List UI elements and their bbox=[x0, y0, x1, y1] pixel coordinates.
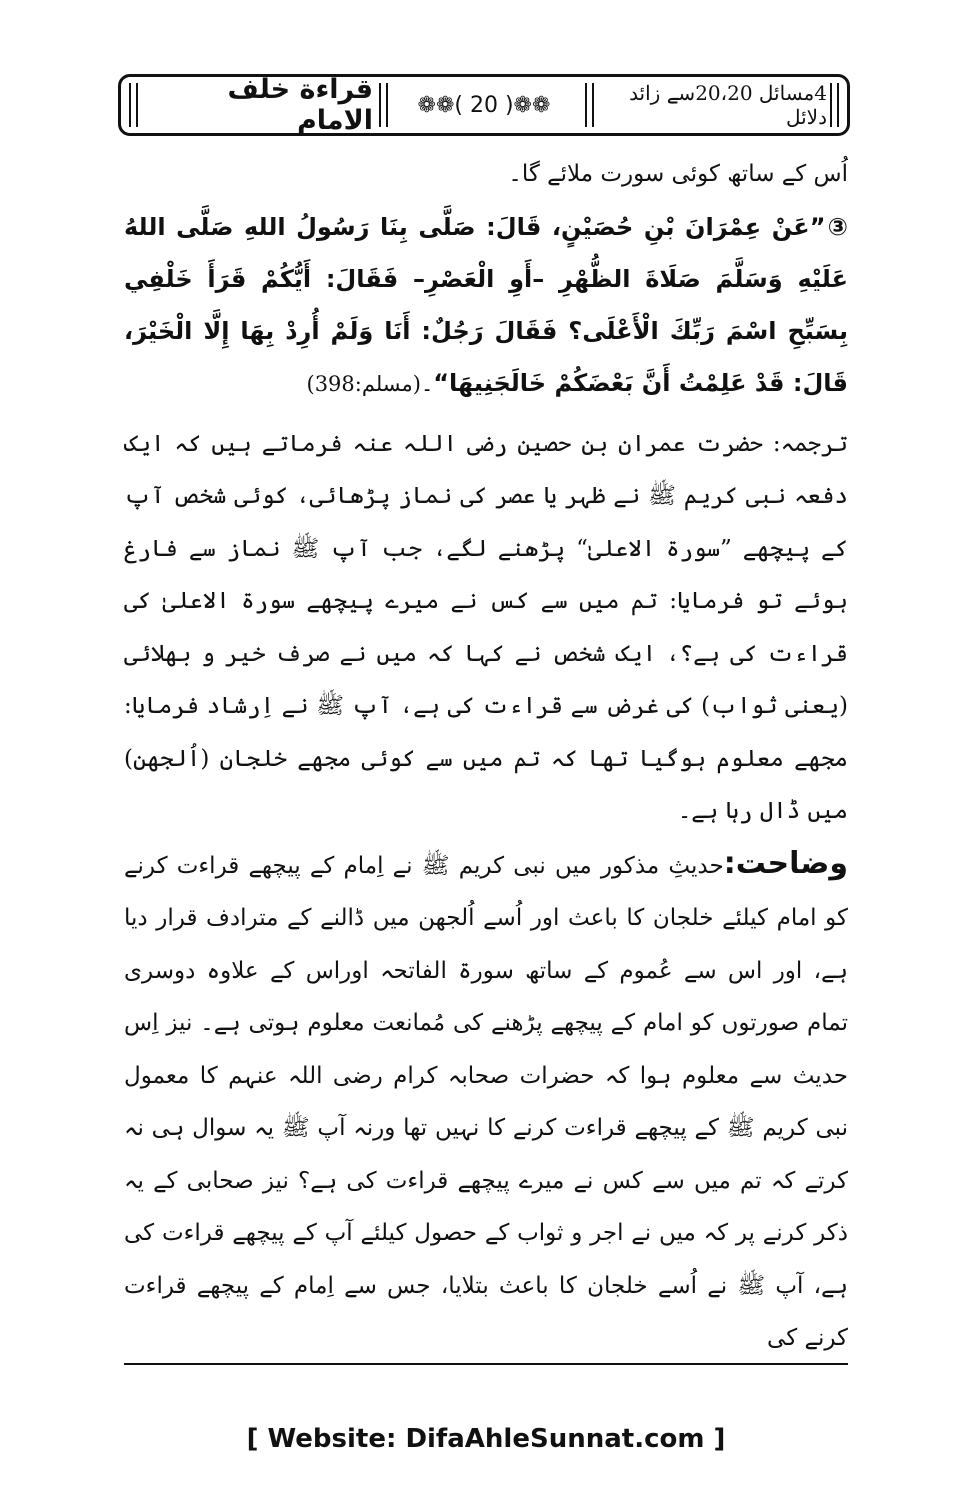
bottom-divider bbox=[124, 1363, 848, 1365]
page-body bbox=[124, 148, 848, 1365]
explanation-heading: وضاحت: bbox=[723, 845, 848, 881]
hadith-text: ③”عَنْ عِمْرَانَ بْنِ حُصَيْنٍ، قَالَ: صَلَّى بِنَا رَسُولُ اللهِ صَلَّى اللهُ عَلَيْهِ وَسَلَّمَ صَلَاةَ الظُّهْرِ –أَوِ الْعَصْرِ– فَقَالَ: أَيُّكُمْ قَرَأَ خَلْفِي بِسَبِّحِ اسْمَ رَبِّكَ الْأَعْلَى؟ فَقَالَ رَجُلٌ: أَنَا وَلَمْ أُرِدْ بِهَا إِلَّا الْخَيْرَ، قَالَ: قَدْ عَلِمْتُ أَنَّ بَعْضَكُمْ خَالَجَنِيهَا“ bbox=[124, 212, 848, 397]
website-footer: [ Website: DifaAhleSunnat.com ] bbox=[246, 1424, 726, 1454]
translation-paragraph: ترجمہ: حضرت عمران بن حصین رضی اللہ عنہ فرماتے ہیں کہ ایک دفعہ نبی کریم ﷺ نے ظہر یا عصر کی نماز پڑھائی، کوئی شخص آپ کے پیچھے ”سورۃ الاعلیٰ“ پڑھنے لگے، جب آپ ﷺ نماز سے فارغ ہوئے تو فرمایا: تم میں سے کس نے میرے پیچھے سورۃ الاعلیٰ کی قراءت کی ہے؟، ایک شخص نے کہا کہ میں نے صرف خیر و بھلائی (یعنی ثواب) کی غرض سے قراءت کی ہے، آپ ﷺ نے اِرشاد فرمایا: مجھے معلوم ہوگیا تھا کہ تم میں سے کوئی مجھے خلجان (اُلجھن) میں ڈال رہا ہے۔ bbox=[124, 430, 848, 824]
header-divider bbox=[379, 83, 388, 127]
header-divider bbox=[585, 83, 594, 127]
hadith-arabic-text bbox=[124, 201, 848, 410]
page-header bbox=[118, 74, 850, 136]
book-title: قراءة خلف الامام bbox=[227, 74, 373, 136]
continued-line: اُس کے ساتھ کوئی سورت ملائے گا۔ bbox=[508, 161, 848, 187]
book-subtitle: 4مسائل 20،20سے زائد دلائل bbox=[629, 81, 827, 129]
explanation-paragraph bbox=[124, 838, 848, 1365]
explanation-text: حدیثِ مذکور میں نبی کریم ﷺ نے اِمام کے پیچھے قراءت کرنے کو امام کیلئے خلجان کا باعث اور اُسے اُلجھن میں ڈالنے کے مترادف قرار دیا ہے، اور اس سے عُموم کے ساتھ سورۃ الفاتحہ اوراس کے علاوہ دوسری تمام صورتوں کو امام کے پیچھے پڑھنے کی مُمانعت معلوم ہوتی ہے۔ نیز اِس حدیث سے معلوم ہوا کہ حضرات صحابہ کرام رضی اللہ عنہم کا معمول نبی کریم ﷺ کے پیچھے قراءت کرنے کا نہیں تھا ورنہ آپ ﷺ یہ سوال ہی نہ کرتے کہ تم میں سے کس نے میرے پیچھے قراءت کی ہے؟ نیز صحابی کے یہ ذکر کرنے پر کہ میں نے اجر و ثواب کے حصول کیلئے آپ کے پیچھے قراءت کی ہے، آپ ﷺ نے اُسے خلجان کا باعث بتلایا، جس سے اِمام کے پیچھے قراءت کرنے کی bbox=[124, 852, 848, 1351]
page-number: ❁❁( 20 )❁❁ bbox=[417, 92, 551, 118]
hadith-reference: ۔(مسلم:398) bbox=[306, 371, 434, 396]
